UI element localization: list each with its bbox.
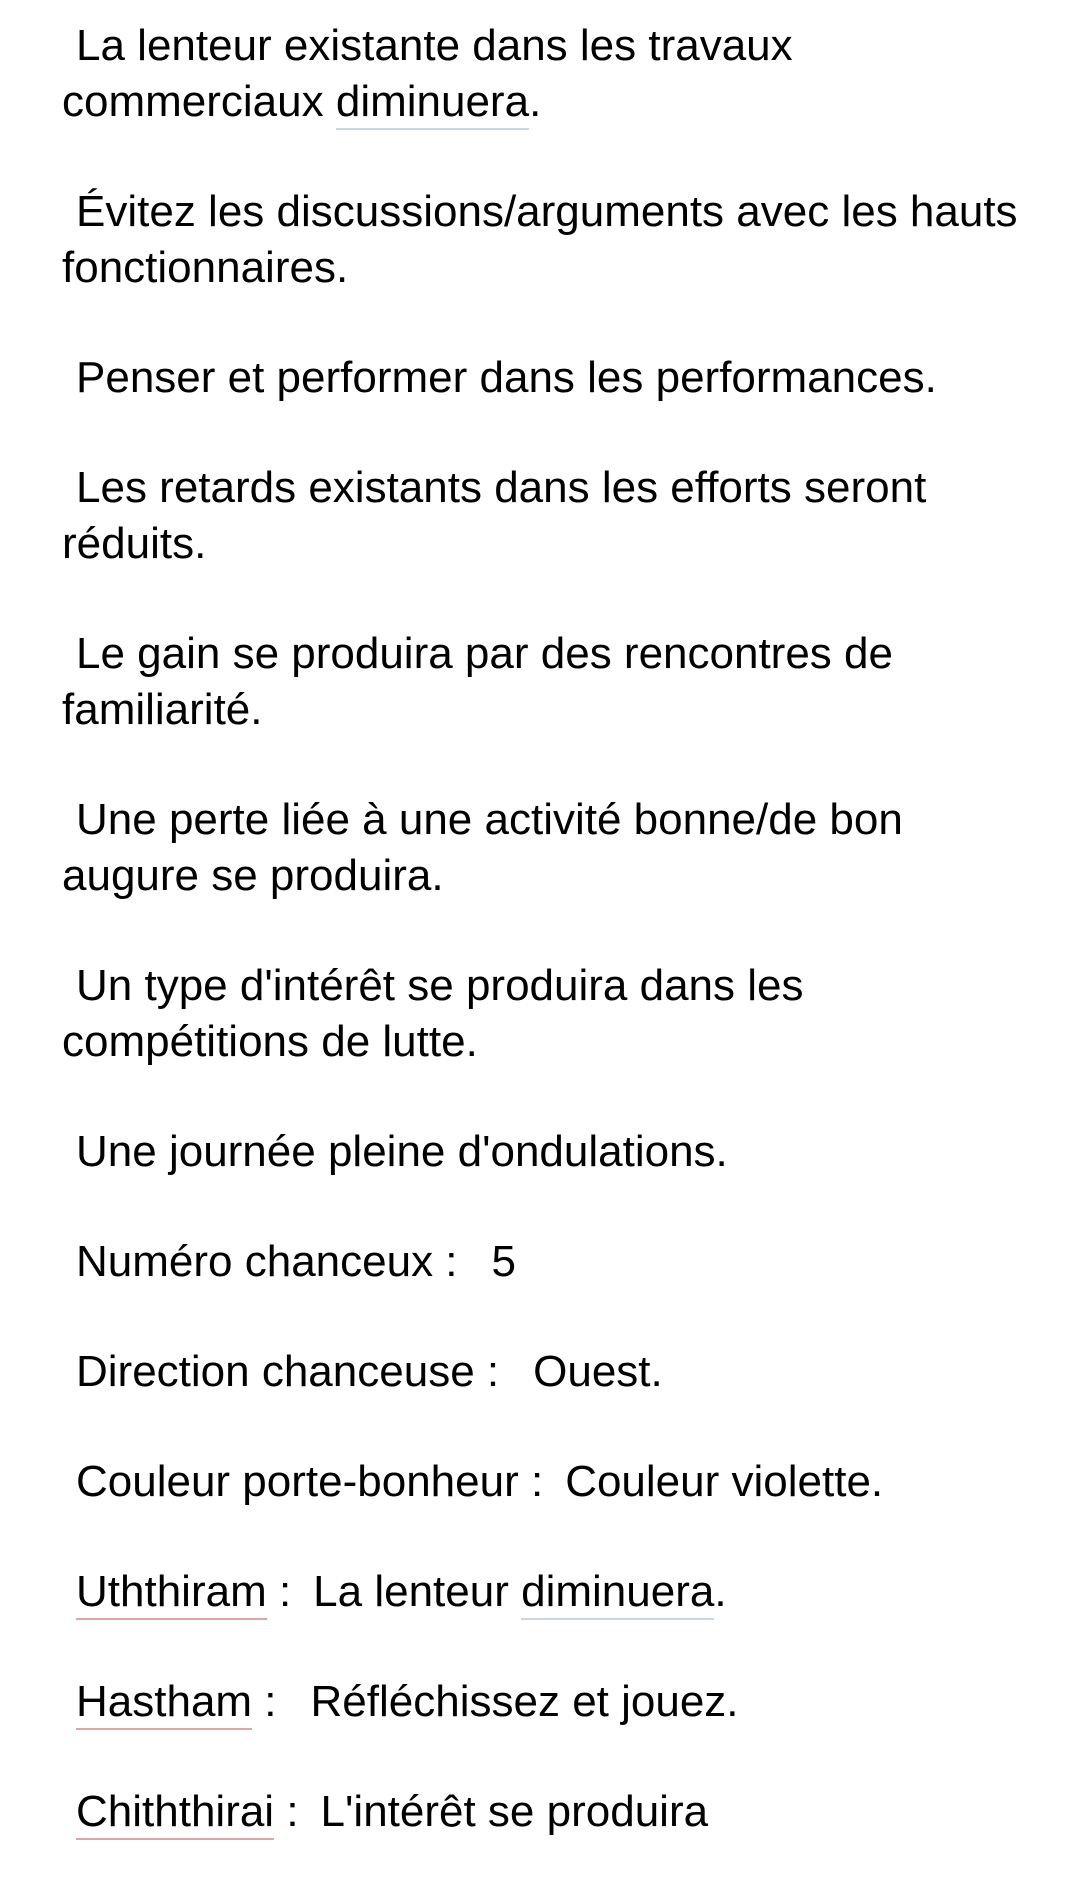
lucky-direction-value: Ouest. [533,1347,663,1396]
paragraph-wrestling [62,958,1042,1070]
star-separator: : [252,1677,277,1726]
lucky-color-line [62,1454,1042,1510]
paragraph-text: Penser et performer dans les performances. [76,353,937,402]
paragraph-slowness-work [62,18,1042,130]
paragraph-ripples-day [62,1124,1042,1180]
paragraph-text: Les retards existants dans les efforts seront réduits. [62,463,939,568]
lucky-color-value: Couleur violette. [565,1457,884,1506]
lucky-direction-line [62,1344,1042,1400]
lucky-direction-label: Direction chanceuse : [76,1347,500,1396]
paragraph-delays-reduced [62,460,1042,572]
star-text-punctuation: . [714,1567,727,1616]
paragraph-text: Le gain se produira par des rencontres de familiarité. [62,629,906,734]
star-line-uththiram [62,1564,1042,1620]
lucky-number-value: 5 [491,1237,517,1286]
star-text: Réfléchissez et jouez. [310,1677,739,1726]
star-line-chiththirai [62,1784,1042,1840]
paragraph-text: La lenteur existante dans les travaux commerciaux [62,21,805,126]
grammar-flagged-word[interactable]: diminuera [521,1567,714,1620]
paragraph-text: Une journée pleine d'ondulations. [76,1127,728,1176]
paragraph-think-perform [62,350,1042,406]
lucky-number-label: Numéro chanceux : [76,1237,458,1286]
paragraph-gain [62,626,1042,738]
paragraph-text: Un type d'intérêt se produira dans les compétitions de lutte. [62,961,816,1066]
star-separator: : [266,1567,292,1616]
star-name-flagged[interactable]: Chiththirai [76,1787,274,1840]
paragraph-punctuation: . [529,77,542,126]
paragraph-loss [62,792,1042,904]
star-name-flagged[interactable]: Hastham [76,1677,252,1730]
paragraph-text: Une perte liée à une activité bonne/de bon augure se produira. [62,795,916,900]
paragraph-text: Évitez les discussions/arguments avec les hauts fonctionnaires. [62,187,1030,292]
document-body [62,18,1042,1894]
grammar-flagged-word[interactable]: diminuera [336,77,529,130]
lucky-number-line [62,1234,1042,1290]
star-text: L'intérêt se produira [320,1787,709,1836]
star-separator: : [274,1787,299,1836]
star-line-hastham [62,1674,1042,1730]
star-text: La lenteur [313,1567,522,1616]
star-name-flagged[interactable]: Uththiram [76,1567,267,1620]
paragraph-avoid-arguments [62,184,1042,296]
lucky-color-label: Couleur porte-bonheur : [76,1457,544,1506]
